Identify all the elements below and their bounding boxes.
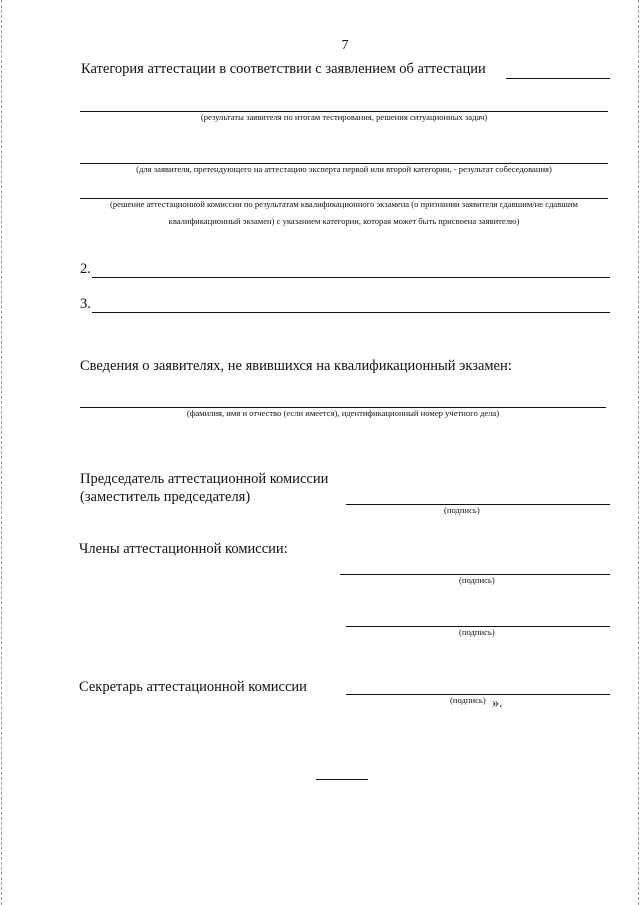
absentees-heading: Сведения о заявителях, не явившихся на квалификационный экзамен: [80,358,512,374]
page-edge-left [1,0,2,905]
member-signature-caption-1: (подпись) [459,575,495,585]
secretary-label: Секретарь аттестационной комиссии [79,679,307,695]
item-number-2: 2. [80,261,91,277]
closing-quote: ». [492,696,503,711]
chairman-signature-caption: (подпись) [444,505,480,515]
absentees-caption: (фамилия, имя и отчество (если имеется), идентификационный номер учетного дела) [186,408,500,418]
interview-caption: (для заявителя, претендующего на аттестацию эксперта первой или второй категории, - результат собеседования) [136,164,552,174]
page-number: 7 [341,38,349,53]
results-caption: (результаты заявителя по итогам тестирования, решения ситуационных задач) [200,112,488,122]
decision-caption-line1: (решение аттестационной комиссии по результатам квалификационного экзамена (о признании заявителя сдавшим/не сдавшим [110,199,578,209]
secretary-signature-caption: (подпись) [450,695,486,705]
category-heading: Категория аттестации в соответствии с заявлением об аттестации [81,61,486,77]
end-rule [316,779,368,780]
page-edge-right [638,0,639,905]
members-label: Члены аттестационной комиссии: [79,541,288,557]
decision-caption-line2: квалификационный экзамен) с указанием категории, которая может быть присвоена заявителю) [168,216,520,226]
member-signature-caption-2: (подпись) [459,627,495,637]
item-number-3: 3. [80,296,91,312]
item-line-3[interactable] [92,312,610,313]
chairman-deputy-title: (заместитель председателя) [80,489,251,505]
category-value-line[interactable] [506,78,610,79]
item-line-2[interactable] [92,277,610,278]
chairman-title: Председатель аттестационной комиссии [80,471,329,487]
